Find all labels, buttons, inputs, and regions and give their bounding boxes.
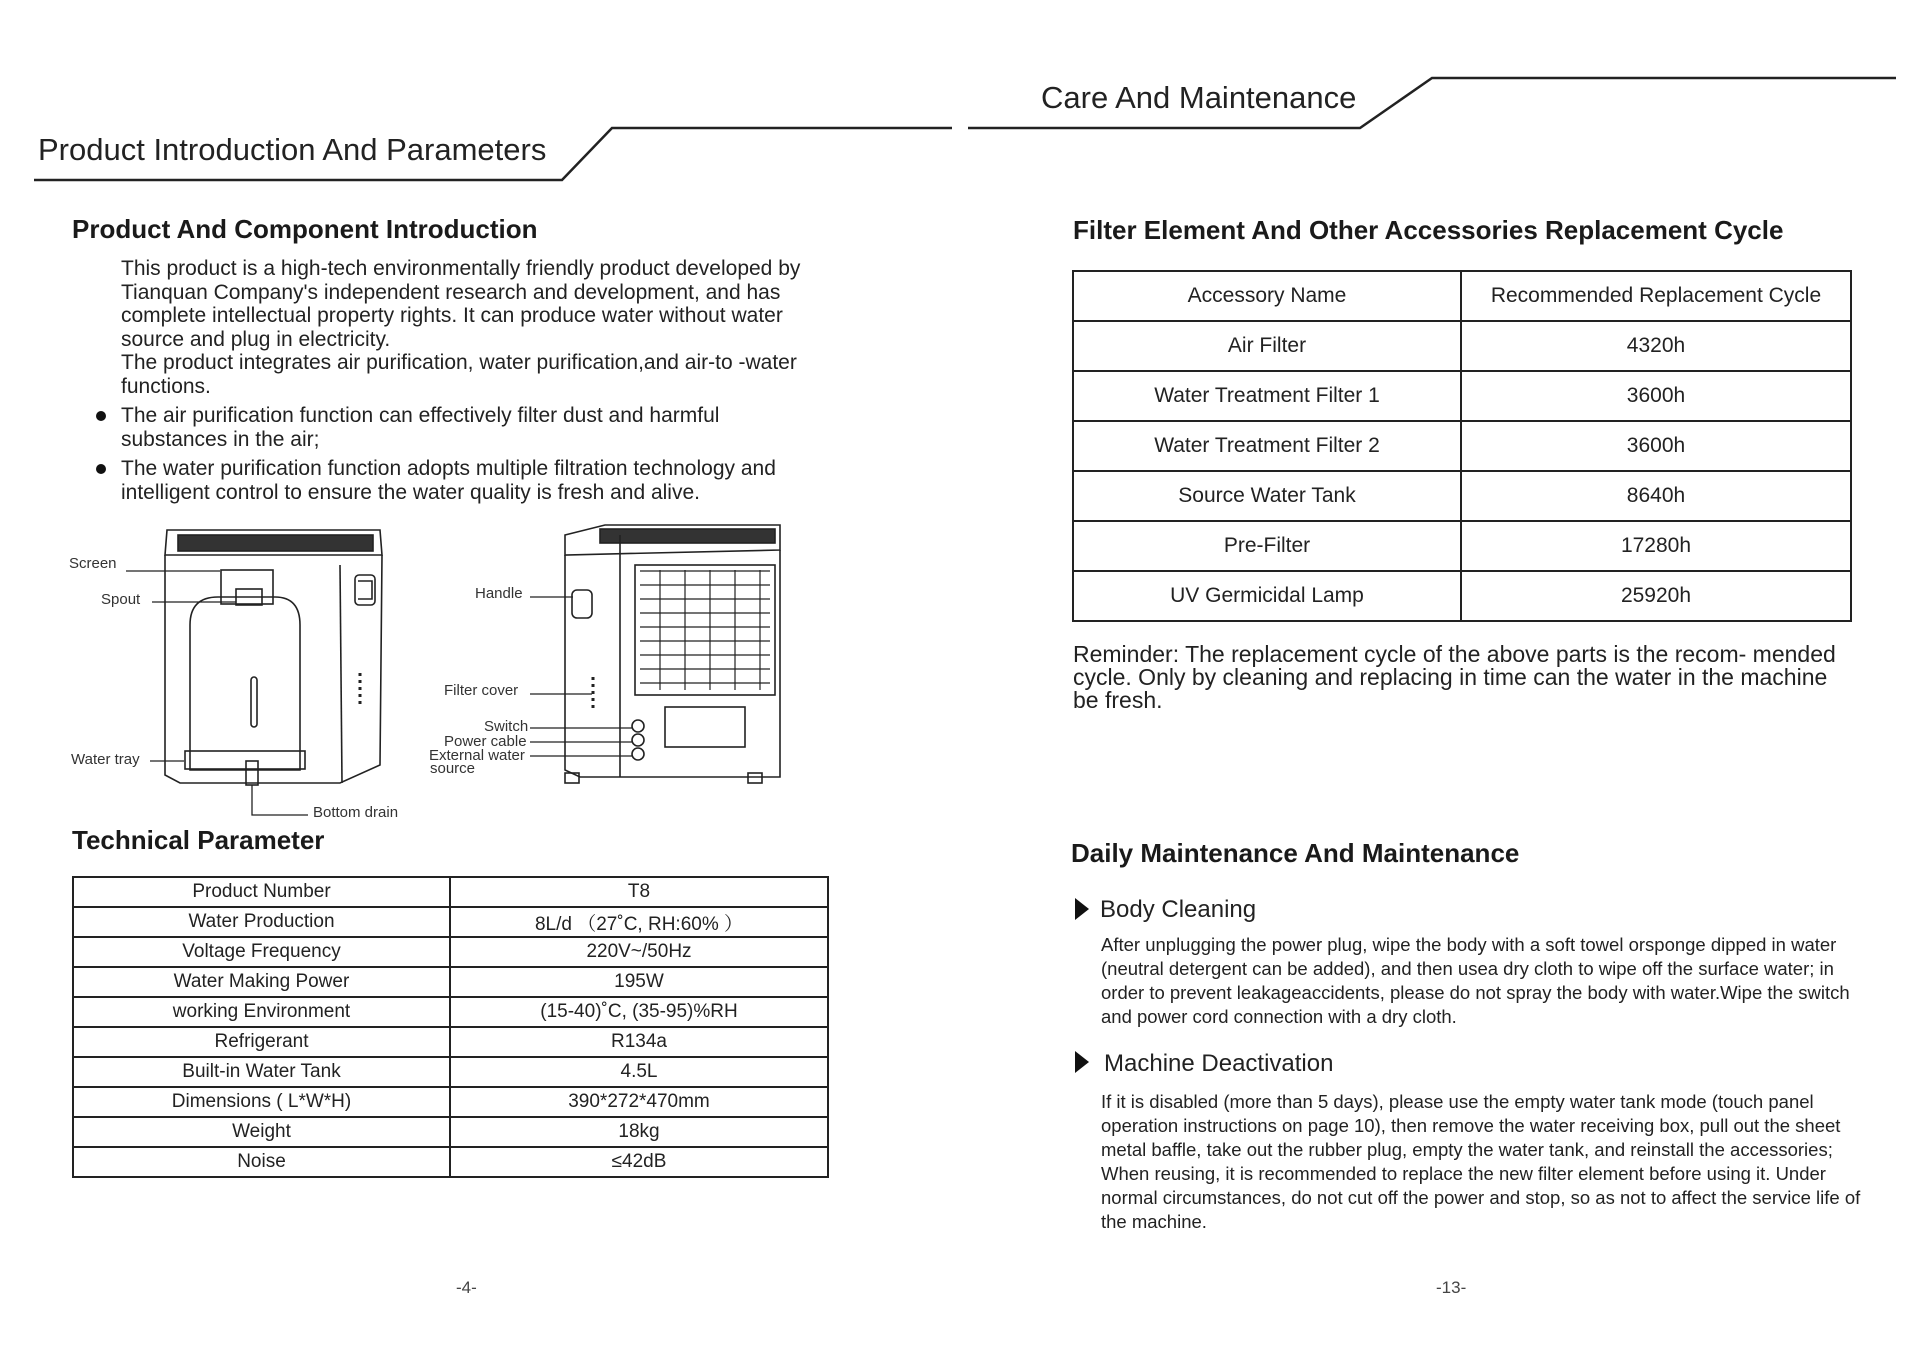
param-name: Weight xyxy=(73,1117,450,1147)
param-value: 220V~/50Hz xyxy=(450,937,828,967)
power-cable-label: Power cable xyxy=(444,733,527,750)
replacement-cycle: 3600h xyxy=(1461,371,1851,421)
bullet-icon xyxy=(96,464,106,474)
list-item xyxy=(121,404,821,451)
switch-label: Switch xyxy=(484,718,529,735)
replacement-cycle: 4320h xyxy=(1461,321,1851,371)
param-name: Built-in Water Tank xyxy=(73,1057,450,1087)
param-value: (15-40)˚C, (35-95)%RH xyxy=(450,997,828,1027)
spout-label: Spout xyxy=(101,591,141,608)
right-page-title: Care And Maintenance xyxy=(1041,80,1357,115)
replacement-cycle-table xyxy=(1072,270,1852,622)
replacement-cycle: 3600h xyxy=(1461,421,1851,471)
reminder-text: Reminder: The replacement cycle of the above parts is the recom- mended cycle. Only by cleaning and replacing in time can the water in the machine be fresh. xyxy=(1073,641,1836,713)
accessory-name: Source Water Tank xyxy=(1073,471,1461,521)
left-page-title: Product Introduction And Parameters xyxy=(38,132,547,167)
table-row xyxy=(73,937,828,967)
filter-cover-label: Filter cover xyxy=(444,682,519,699)
right-title-rule xyxy=(960,0,1920,140)
left-page-number: -4- xyxy=(456,1278,477,1297)
column-header: Accessory Name xyxy=(1073,271,1461,321)
daily-maintenance-heading: Daily Maintenance And Maintenance xyxy=(1071,838,1520,868)
param-value: 8L/d （27˚C, RH:60% ） xyxy=(450,907,828,937)
tech-heading: Technical Parameter xyxy=(72,825,325,855)
param-name: working Environment xyxy=(73,997,450,1027)
column-header: Recommended Replacement Cycle xyxy=(1461,271,1851,321)
param-value: 4.5L xyxy=(450,1057,828,1087)
list-item-text: The air purification function can effectively filter dust and harmful substances in the air; xyxy=(121,404,720,451)
table-row xyxy=(73,1027,828,1057)
table-row xyxy=(1073,521,1851,571)
machine-deactivation-heading: Machine Deactivation xyxy=(1104,1050,1334,1077)
accessory-name: Pre-Filter xyxy=(1073,521,1461,571)
filter-heading: Filter Element And Other Accessories Replacement Cycle xyxy=(1073,215,1784,245)
list-item xyxy=(121,457,821,504)
table-row xyxy=(73,1057,828,1087)
side-view-illustration xyxy=(565,525,780,783)
body-cleaning-heading: Body Cleaning xyxy=(1100,896,1257,923)
accessory-name: Water Treatment Filter 2 xyxy=(1073,421,1461,471)
front-view-illustration xyxy=(165,530,382,785)
accessory-name: UV Germicidal Lamp xyxy=(1073,571,1461,621)
right-page-number: -13- xyxy=(1436,1278,1467,1297)
intro-text xyxy=(121,257,821,504)
replacement-cycle: 8640h xyxy=(1461,471,1851,521)
table-row xyxy=(1073,471,1851,521)
triangle-bullet-icon xyxy=(1075,898,1089,920)
product-diagram xyxy=(60,515,820,830)
table-row xyxy=(1073,571,1851,621)
table-header-row xyxy=(1073,271,1851,321)
intro-heading: Product And Component Introduction xyxy=(72,214,538,244)
intro-paragraph: This product is a high-tech environmentally friendly product developed by Tianquan Company's independent research and development, and has complete intellectual property rights. It can produce water without water source and plug in electricity. xyxy=(121,257,801,351)
table-row xyxy=(73,967,828,997)
handle-label: Handle xyxy=(475,585,523,602)
param-name: Water Making Power xyxy=(73,967,450,997)
table-row xyxy=(1073,321,1851,371)
param-name: Product Number xyxy=(73,877,450,907)
param-name: Water Production xyxy=(73,907,450,937)
param-value: T8 xyxy=(450,877,828,907)
source-label: source xyxy=(430,760,476,777)
param-name: Voltage Frequency xyxy=(73,937,450,967)
table-row xyxy=(73,997,828,1027)
table-row xyxy=(73,907,828,937)
body-cleaning-text: After unplugging the power plug, wipe the body with a soft towel orsponge dipped in water (neutral detergent can be added), and then usea dry cloth to wipe off the surface water; in order to prevent leakageaccidents, please do not spray the body with water.Wipe the switch and power cord connection with a dry cloth. xyxy=(1101,934,1850,1027)
water-tray-label: Water tray xyxy=(71,751,140,768)
replacement-cycle: 17280h xyxy=(1461,521,1851,571)
bullet-icon xyxy=(96,411,106,421)
accessory-name: Water Treatment Filter 1 xyxy=(1073,371,1461,421)
feature-list xyxy=(121,404,821,504)
replacement-cycle: 25920h xyxy=(1461,571,1851,621)
screen-label: Screen xyxy=(69,555,117,572)
table-row xyxy=(73,1087,828,1117)
table-row xyxy=(73,877,828,907)
table-row xyxy=(73,1147,828,1177)
param-name: Dimensions ( L*W*H) xyxy=(73,1087,450,1117)
table-row xyxy=(73,1117,828,1147)
param-value: ≤42dB xyxy=(450,1147,828,1177)
tech-parameter-table xyxy=(72,876,829,1178)
param-name: Refrigerant xyxy=(73,1027,450,1057)
param-value: 18kg xyxy=(450,1117,828,1147)
bottom-drain-label: Bottom drain xyxy=(313,804,399,821)
machine-deactivation-text: If it is disabled (more than 5 days), please use the empty water tank mode (touch panel operation instructions on page 10), then remove the water receiving box, pull out the sheet metal baffle, take out the rubber plug, empty the water tank, and reinstall the accessories; When reusing, it is recommended to replace the new filter element before using it. Under normal circumstances, do not cut off the power and stop, so as not to affect the service life of the machine. xyxy=(1101,1091,1861,1232)
param-value: 390*272*470mm xyxy=(450,1087,828,1117)
intro-paragraph: The product integrates air purification, water purification,and air-to -water functions. xyxy=(121,351,797,398)
table-row xyxy=(1073,421,1851,471)
param-value: 195W xyxy=(450,967,828,997)
param-value: R134a xyxy=(450,1027,828,1057)
list-item-text: The water purification function adopts multiple filtration technology and intelligent control to ensure the water quality is fresh and alive. xyxy=(121,457,776,504)
external-water-label: External water xyxy=(429,747,525,764)
accessory-name: Air Filter xyxy=(1073,321,1461,371)
table-row xyxy=(1073,371,1851,421)
param-name: Noise xyxy=(73,1147,450,1177)
triangle-bullet-icon xyxy=(1075,1051,1089,1073)
